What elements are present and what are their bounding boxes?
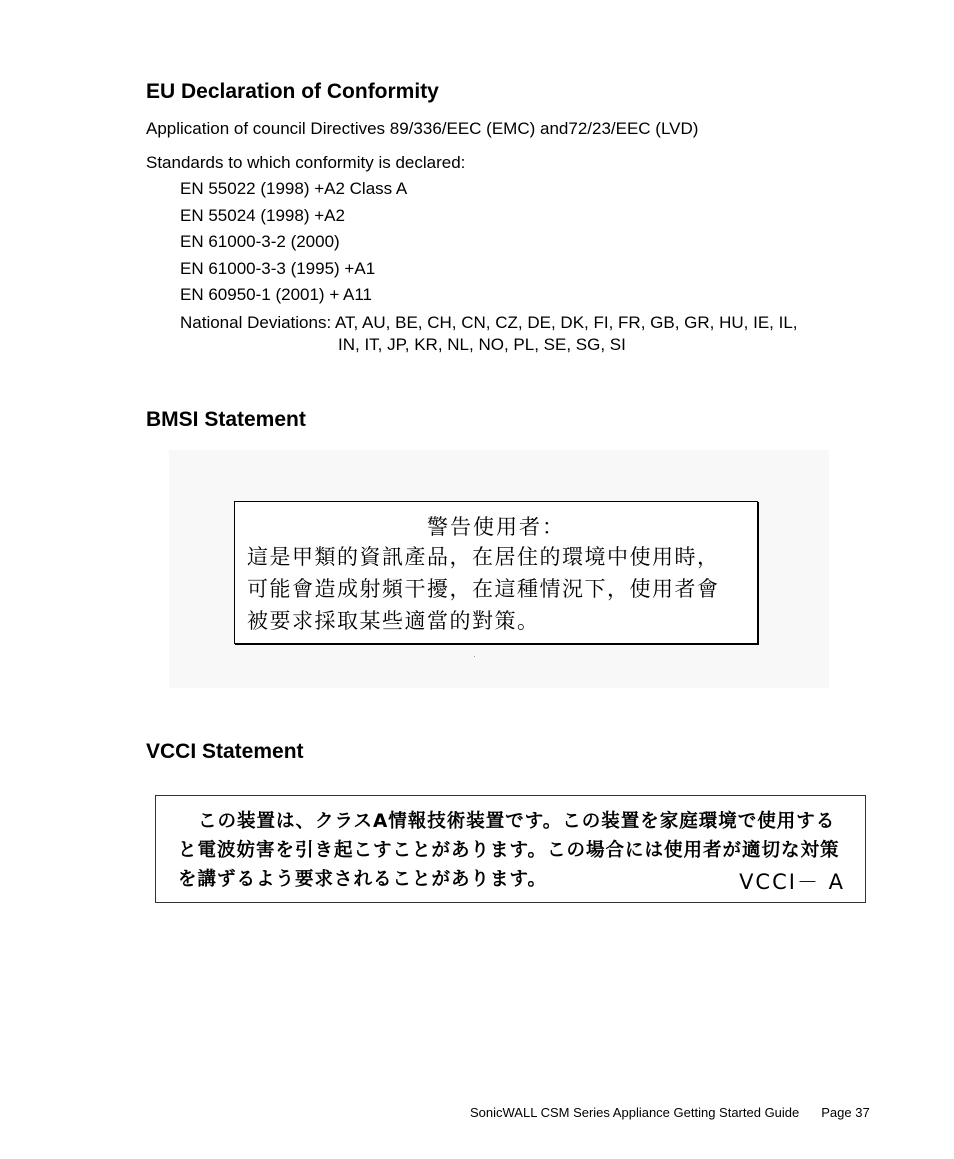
bmsi-warning-box xyxy=(234,501,758,644)
bmsi-warning-line: 這是甲類的資訊產品，在居住的環境中使用時， xyxy=(247,545,720,569)
standards-list xyxy=(180,178,407,311)
footer-guide-title: SonicWALL CSM Series Appliance Getting Started Guide xyxy=(470,1105,800,1120)
national-deviations xyxy=(180,312,798,356)
page-footer xyxy=(470,1105,870,1121)
standard-item: EN 61000-3-3 (1995) +A1 xyxy=(180,258,376,278)
vcci-statement-line: を講ずるよう要求されることがあります。 xyxy=(178,869,548,890)
eu-application-text: Application of council Directives 89/336/EEC (EMC) and72/23/EEC (LVD) xyxy=(146,119,699,138)
eu-standards-intro: Standards to which conformity is declared: xyxy=(146,153,466,172)
bmsi-warning-title: 警告使用者： xyxy=(427,515,565,539)
standard-item: EN 55024 (1998) +A2 xyxy=(180,205,345,225)
bmsi-warning-line: 被要求採取某些適當的對策。 xyxy=(247,609,540,633)
bmsi-warning-line: 可能會造成射頻干擾，在這種情況下，使用者會 xyxy=(247,577,720,601)
standard-item: EN 55022 (1998) +A2 Class A xyxy=(180,179,408,198)
deviations-line-1: National Deviations: AT, AU, BE, CH, CN, CZ, DE, DK, FI, FR, GB, GR, HU, IE, IL, xyxy=(180,313,798,332)
vcci-statement-box xyxy=(155,795,866,903)
bmsi-image-speck xyxy=(474,656,475,657)
vcci-heading: VCCI Statement xyxy=(146,740,304,763)
standard-item: EN 60950-1 (2001) + A11 xyxy=(180,285,373,305)
page-number: Page 37 xyxy=(821,1105,870,1120)
eu-heading: EU Declaration of Conformity xyxy=(146,80,439,103)
vcci-mark: VCCI－ A xyxy=(739,870,845,894)
vcci-statement-line: と電波妨害を引き起こすことがあります。この場合には使用者が適切な対策 xyxy=(178,840,840,861)
vcci-statement-line: この装置は、クラスA情報技術装置です。この装置を家庭環境で使用する xyxy=(198,811,836,832)
standard-item: EN 61000-3-2 (2000) xyxy=(180,232,340,252)
bmsi-heading: BMSI Statement xyxy=(146,408,306,431)
deviations-line-2: IN, IT, JP, KR, NL, NO, PL, SE, SG, SI xyxy=(338,335,626,354)
